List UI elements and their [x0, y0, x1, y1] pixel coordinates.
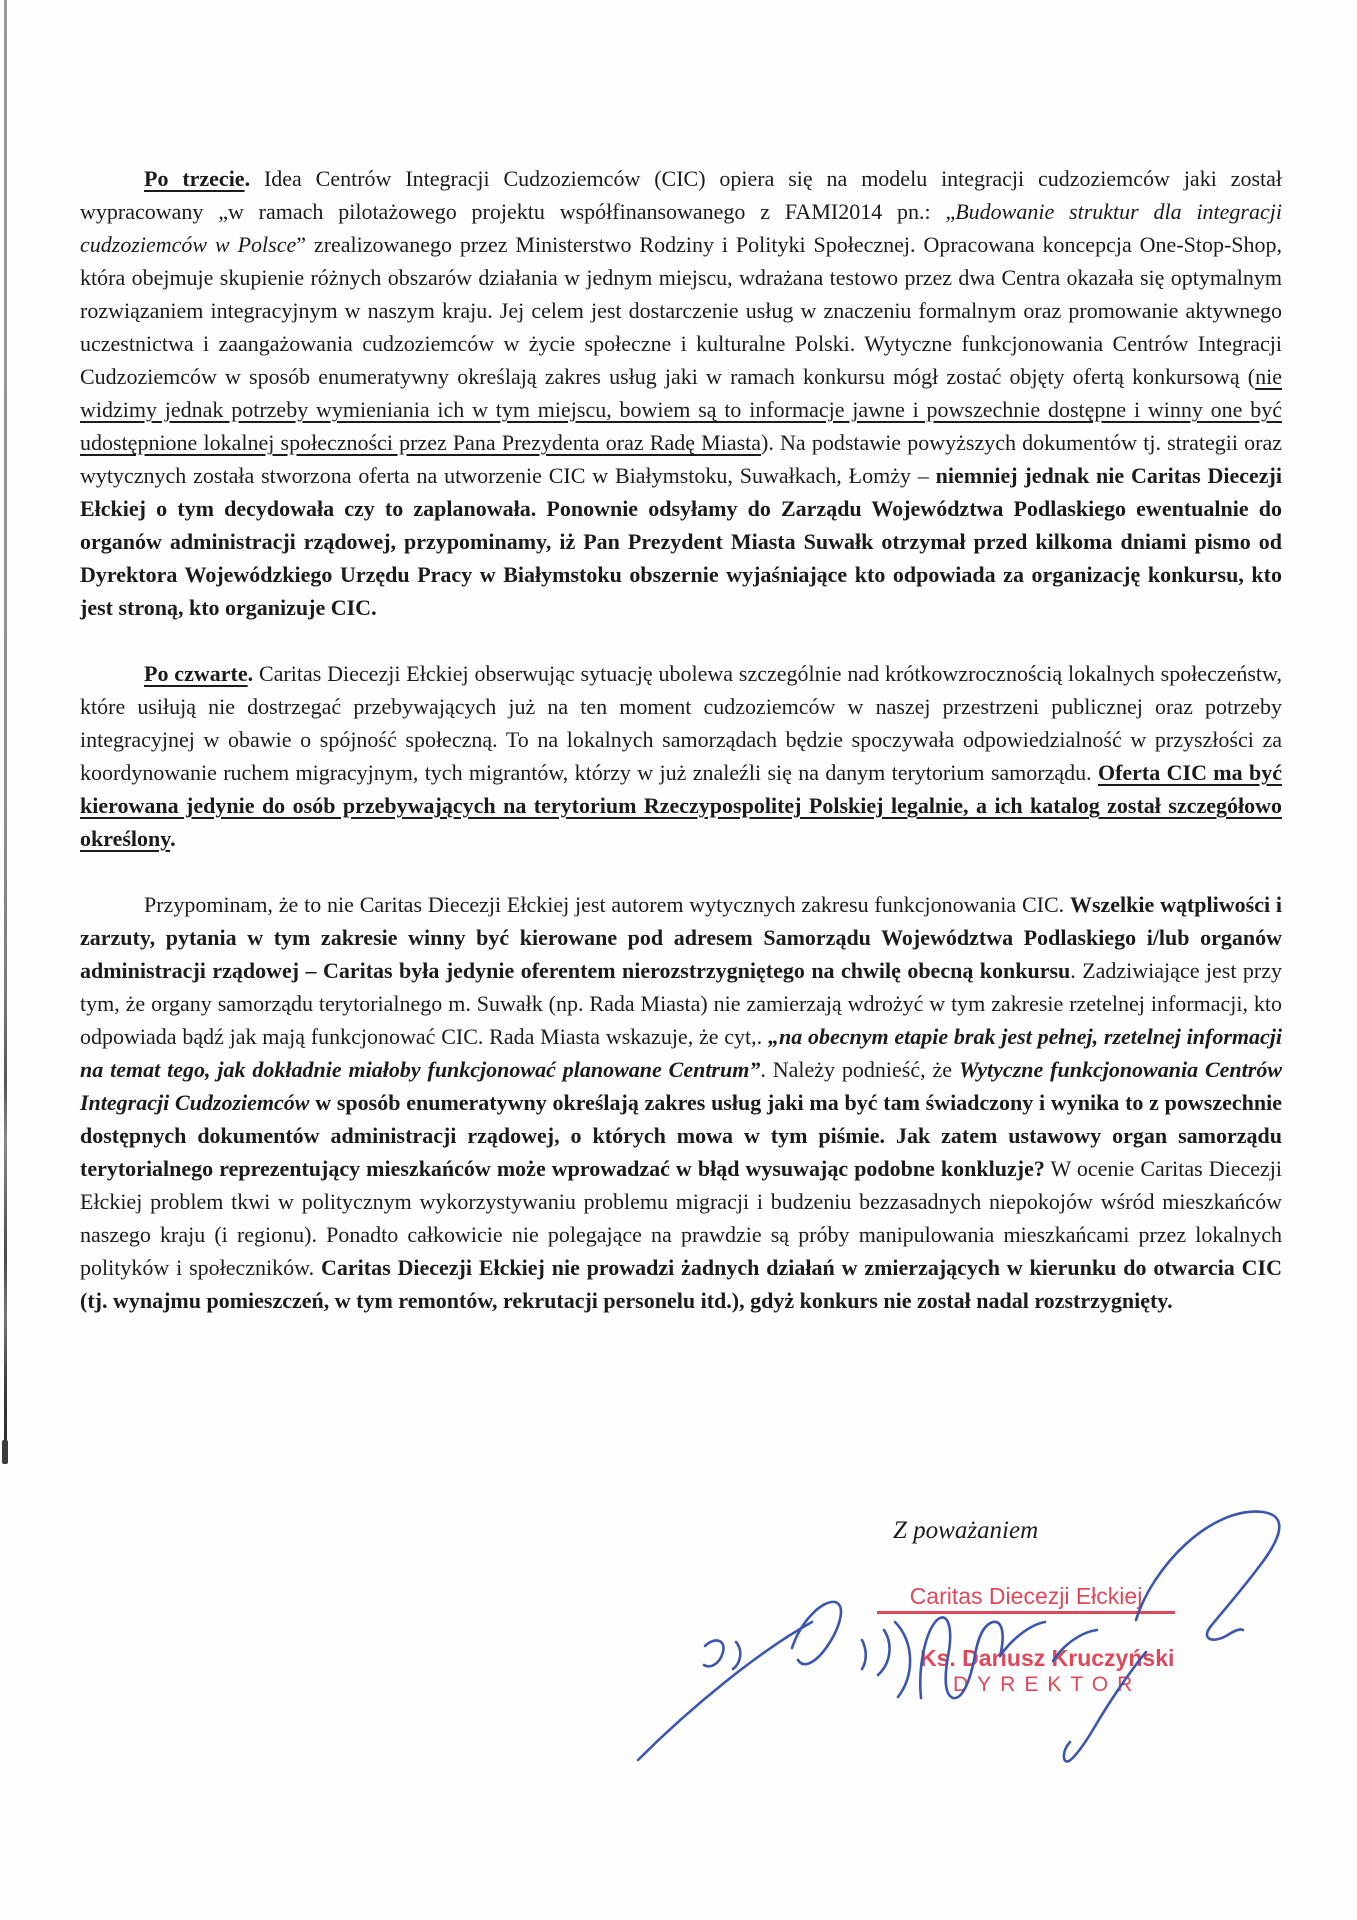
closing-salutation: Z poważaniem: [893, 1517, 1039, 1544]
handwritten-signature-icon: [560, 1460, 1330, 1840]
paragraph: [80, 888, 1282, 1317]
text-run: .: [1167, 1288, 1173, 1313]
text-run: Caritas Diecezji Ełckiej obserwując sytuację ubolewa szczególnie nad krótkowzrocznością lokalnych społeczeństw, które usiłują nie dostrzegać przebywających już na ten moment cudzoziemców w naszej przestrzeni publicznej oraz potrzeby integracyjnej w obawie o spójność społeczną. To na lokalnych samorządach będzie spoczywała odpowiedzialność w przyszłości za koordynowanie ruchem migracyjnym, tych migrantów, którzy w już znaleźli się na danym terytorium samorządu.: [80, 661, 1283, 785]
text-run: . Należy podnieść, że: [760, 1057, 959, 1082]
signature-role: DYREKTOR: [953, 1673, 1142, 1696]
text-run: Po czwarte: [144, 661, 248, 686]
text-run: . Zadziwiające jest przy tym, że organy samorządu terytorialnego m. Suwałk (np. Rada Miasta) nie zamierzają wdrożyć w tym zakresie rzetelnej informacji, kto odpowiada bądź jak mają funkcjonować CIC. Rada Miasta wskazuje, że cyt,.: [80, 958, 1282, 1049]
text-run: W ocenie Caritas Diecezji Ełckiej problem tkwi w politycznym wykorzystywaniu problemu migracji i budzeniu bezzasadnych niepokojów wśród mieszkańców naszego kraju (i regionu). Ponadto całkowicie nie polegające na prawdzie są próby manipulowania mieszkańcami przez lokalnych polityków i społeczników.: [80, 1156, 1282, 1280]
signature-organization: Caritas Diecezji Ełckiej: [909, 1583, 1143, 1609]
letter-body: [80, 162, 1282, 1317]
text-run: Przypominam, że to nie Caritas Diecezji Ełckiej jest autorem wytycznych zakresu funkcjonowania CIC.: [144, 892, 1070, 917]
text-run: .: [244, 166, 264, 191]
text-run: Wszelkie wątpliwości i zarzuty, pytania w tym zakresie winny być kierowane pod adresem Samorządu Województwa Podlaskiego i/lub organów administracji rządowej – Caritas była jedynie oferentem nierozstrzygniętego na chwilę obecną konkursu: [80, 892, 1282, 983]
text-run: niemniej jednak nie Caritas Diecezji Ełckiej o tym decydowała czy to zaplanowała. Ponownie odsyłamy do Zarządu Województwa Podlaskiego ewentualnie do organów administracji rządowej, przypominamy, iż Pan Prezydent Miasta Suwałk otrzymał przed kilkoma dniami pismo od Dyrektora Wojewódzkiego Urzędu Pracy w Białymstoku obszernie wyjaśniające kto odpowiada za organizację konkursu, kto jest stroną, kto organizuje CIC.: [80, 463, 1282, 620]
text-run: Wytyczne funkcjonowania Centrów Integracji Cudzoziemców: [80, 1057, 1282, 1115]
text-run: Budowanie struktur dla integracji cudzoziemców w Polsce: [80, 199, 1282, 257]
text-run: .: [170, 826, 176, 851]
text-run: ” zrealizowanego przez Ministerstwo Rodziny i Polityki Społecznej. Opracowana koncepcja One-Stop-Shop, która obejmuje skupienie różnych obszarów działania w jednym miejscu, wdrażana testowo przez dwa Centra okazała się optymalnym rozwiązaniem integracyjnym w naszym kraju. Jej celem jest dostarczenie usług w znaczeniu formalnym oraz promowanie aktywnego uczestnictwa i zaangażowania cudzoziemców w życie społeczne i kulturalne Polski. Wytyczne funkcjonowania Centrów Integracji Cudzoziemców w sposób enumeratywny określają zakres usług jaki w ramach konkursu mógł zostać objęty ofertą konkursową (: [80, 232, 1283, 389]
text-run: „na obecnym etapie brak jest pełnej, rzetelnej informacji na temat tego, jak dokładnie miałoby funkcjonować planowane Centrum”: [80, 1024, 1282, 1082]
text-run: Po trzecie: [144, 166, 245, 191]
signature-signer-name: Ks. Dariusz Kruczyński: [920, 1645, 1175, 1671]
text-run: Idea Centrów Integracji Cudzoziemców (CIC) opiera się na modelu integracji cudzoziemców jaki został wypracowany „w ramach pilotażowego projektu współfinansowanego z FAMI2014 pn.: „: [80, 166, 1282, 224]
paragraph: [80, 162, 1282, 624]
scan-edge-artifact: [4, 0, 7, 1462]
text-run: Caritas Diecezji Ełckiej nie prowadzi żadnych działań w zmierzających w kierunku do otwarcia CIC (tj. wynajmu pomieszczeń, w tym remontów, rekrutacji personelu itd.), gdyż konkurs nie został nadal rozstrzygnięty: [80, 1255, 1282, 1313]
text-run: w sposób enumeratywny określają zakres usług jaki ma być tam świadczony i wynika to z powszechnie dostępnych dokumentów administracji rządowej, o których mowa w tym piśmie. Jak zatem ustawowy organ samorządu terytorialnego reprezentujący mieszkańców może wprowadzać w błąd wysuwając podobne konkluzje?: [80, 1090, 1282, 1181]
scan-edge-blob: [2, 1440, 8, 1464]
text-run: .: [247, 661, 259, 686]
text-run: nie widzimy jednak potrzeby wymieniania ich w tym miejscu, bowiem są to informacje jawne i powszechnie dostępne i winny one być udostępnione lokalnej społeczności przez Pana Prezydenta oraz Radę Miasta: [80, 364, 1282, 455]
text-run: ). Na podstawie powyższych dokumentów tj. strategii oraz wytycznych została stworzona oferta na utworzenie CIC w Białymstoku, Suwałkach, Łomży –: [80, 430, 1283, 488]
text-run: Oferta CIC ma być kierowana jedynie do osób przebywających na terytorium Rzeczypospolitej Polskiej legalnie, a ich katalog został szczegółowo określony: [80, 760, 1282, 851]
paragraph: [80, 657, 1282, 855]
